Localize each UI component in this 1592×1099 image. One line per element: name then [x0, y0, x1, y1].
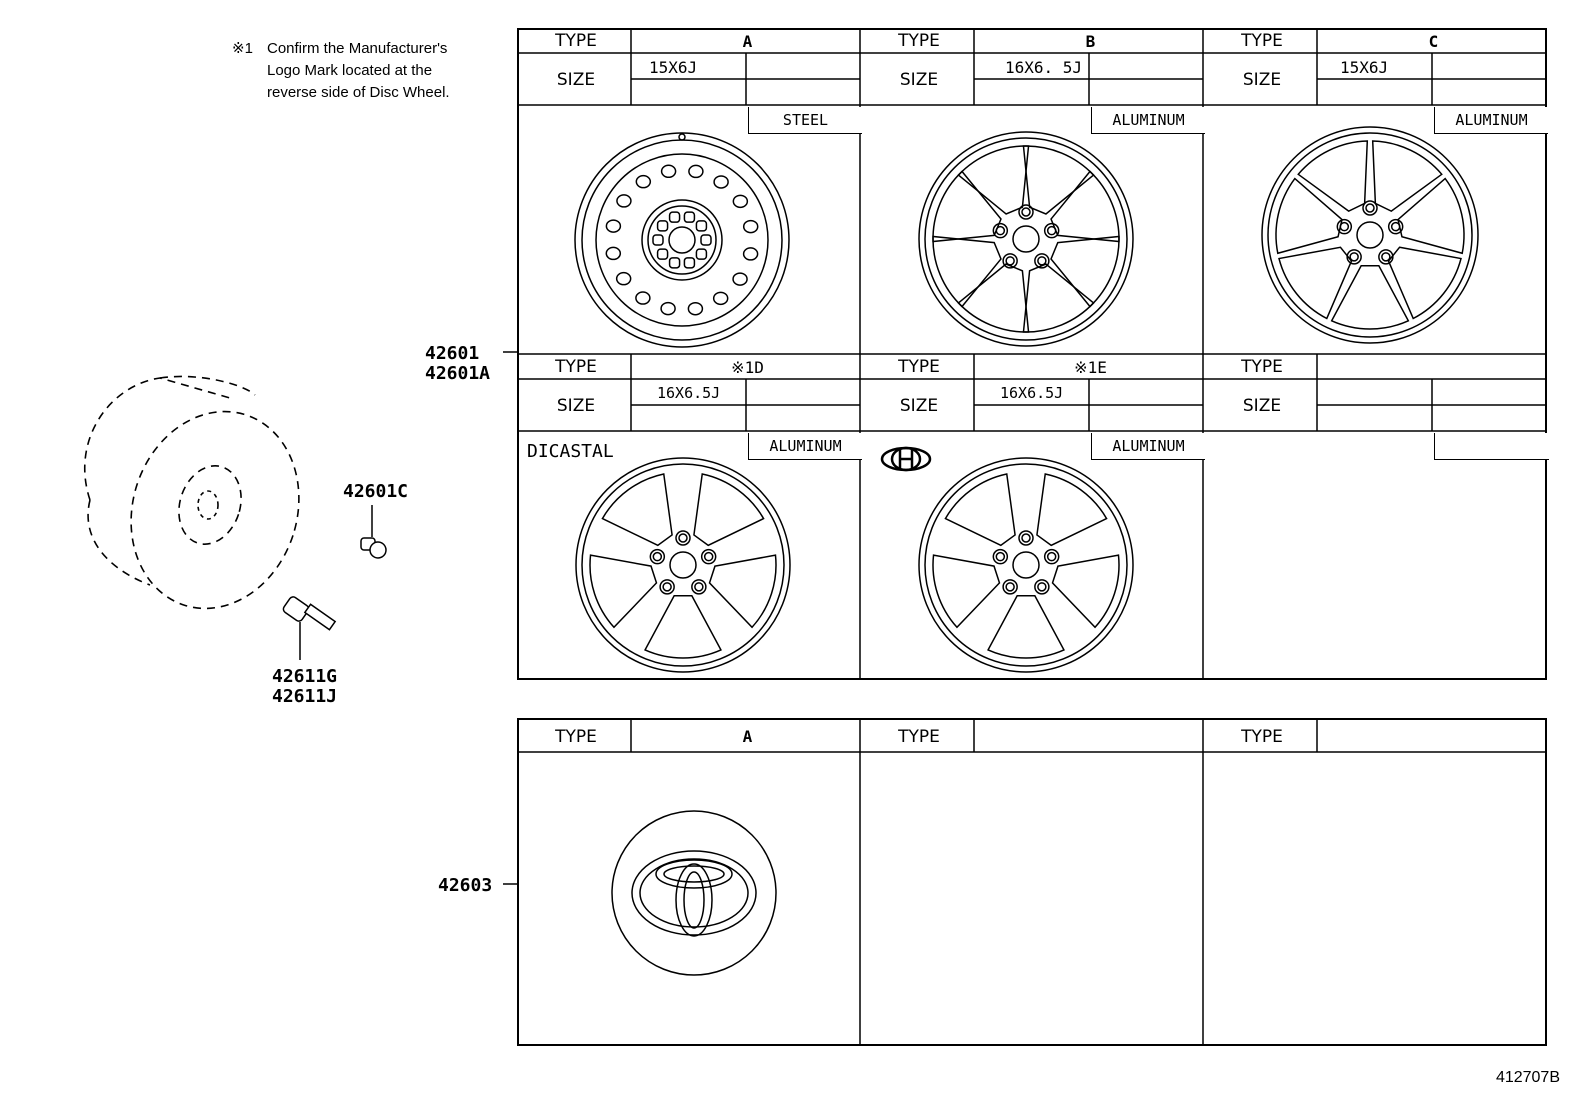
- wheel-type: ※1E: [1074, 358, 1107, 377]
- part-number-valve[interactable]: 42611G 42611J: [272, 666, 338, 707]
- wheel-assembly-drawing: [0, 0, 520, 1099]
- manufacturer-brand: DICASTAL: [527, 441, 614, 462]
- type-label: TYPE: [1241, 31, 1283, 51]
- ornament-cell-2: [862, 720, 1205, 1046]
- type-label: TYPE: [898, 727, 940, 747]
- wheel-cell-b[interactable]: [862, 30, 1205, 356]
- type-label: TYPE: [898, 357, 940, 377]
- wheel-material: ALUMINUM: [1091, 433, 1205, 460]
- alloy-wheel-e-icon: [917, 456, 1147, 681]
- valve-cap-icon: [361, 505, 386, 558]
- size-label: SIZE: [899, 70, 939, 90]
- alloy-wheel-d-icon: [574, 456, 804, 681]
- wheel-cell-a[interactable]: [519, 30, 862, 356]
- size-label: SIZE: [556, 70, 596, 90]
- size-label: SIZE: [899, 396, 939, 416]
- type-label: TYPE: [555, 727, 597, 747]
- wheel-size: 15X6J: [649, 58, 698, 77]
- type-label: TYPE: [1241, 357, 1283, 377]
- wheel-type: ※1D: [731, 358, 764, 377]
- wheel-size: 16X6.5J: [1000, 384, 1064, 402]
- figure-code: 412707B: [1495, 1069, 1560, 1086]
- wheel-table: [517, 28, 1547, 680]
- size-label: SIZE: [1242, 396, 1282, 416]
- type-label: TYPE: [1241, 727, 1283, 747]
- wheel-cell-e[interactable]: [862, 356, 1205, 682]
- wheel-material: ALUMINUM: [1091, 107, 1205, 134]
- wheel-material: ALUMINUM: [748, 433, 862, 460]
- size-label: SIZE: [556, 396, 596, 416]
- valve-icon: [282, 595, 335, 660]
- part-number-wheel[interactable]: 42601 42601A: [425, 343, 491, 384]
- wheel-cell-c[interactable]: [1205, 30, 1549, 356]
- wheel-material: ALUMINUM: [1434, 107, 1548, 134]
- type-label: TYPE: [555, 357, 597, 377]
- wheel-cell-d[interactable]: [519, 356, 862, 682]
- wheel-cell-empty: [1205, 356, 1549, 682]
- wheel-size: 16X6. 5J: [1005, 58, 1083, 77]
- ornament-cell-3: [1205, 720, 1549, 1046]
- wheel-material: [1434, 433, 1549, 460]
- alloy-wheel-b-icon: [917, 130, 1147, 355]
- wheel-type: B: [1085, 32, 1096, 51]
- part-number-ornament[interactable]: 42603: [438, 875, 493, 896]
- wheel-size: 16X6.5J: [657, 384, 721, 402]
- part-number-valve-cap[interactable]: 42601C: [343, 481, 409, 502]
- wheel-material: STEEL: [748, 107, 862, 134]
- type-label: TYPE: [898, 31, 940, 51]
- toyota-emblem-icon: [609, 808, 779, 978]
- note-text: Confirm the Manufacturer's Logo Mark located at the reverse side of Disc Wheel.: [267, 40, 450, 101]
- steel-wheel-icon: [574, 130, 804, 355]
- type-label: TYPE: [555, 31, 597, 51]
- ornament-table: [517, 718, 1547, 1046]
- note-mark: ※1: [232, 40, 253, 57]
- tire-icon: [85, 376, 324, 630]
- wheel-type: A: [742, 32, 753, 51]
- ornament-cell-a[interactable]: [519, 720, 862, 1046]
- wheel-type: C: [1428, 32, 1439, 51]
- ornament-type: A: [742, 727, 753, 746]
- wheel-size: 15X6J: [1340, 58, 1389, 77]
- size-label: SIZE: [1242, 70, 1282, 90]
- alloy-wheel-c-icon: [1260, 125, 1490, 355]
